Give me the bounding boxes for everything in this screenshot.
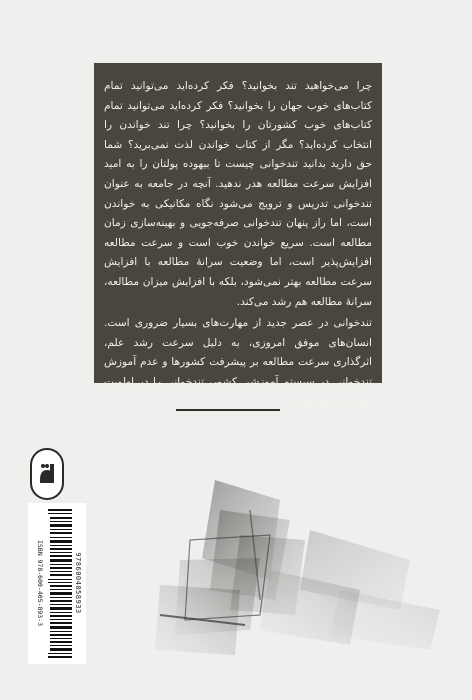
blurb-box <box>94 63 382 408</box>
barcode-number: 9786004058933 <box>74 552 82 614</box>
blurb-paragraph-1: چرا می‌خواهید تند بخوانید؟ فکر کرده‌اید می‌توانید تمام کتاب‌های خوب جهان را بخوانید؟ فکر کرده‌اید می‌توانید تمام کتاب‌های خوب کشورتان را بخوانید؟ چرا تند خواندن را انتخاب کرده‌اید؟ مگر از کتاب خواندن لذت نمی‌برید؟ شما حق دارید بدانید تندخوانی چیست تا بیهوده پولتان را به امید افزایش سرعت مطالعه هدر ندهید. آنچه در جامعه به عنوان تندخوانی تدریس و ترویج می‌شود نگاه مکانیکی به خواندن است، اما راز پنهان تندخوانی صرفه‌جویی و بهینه‌سازی زمان مطالعه است. سریع خواندن خوب است و سرعت مطالعه افزایش‌پذیر است، اما وضعیت سرانهٔ مطالعه با افزایش سرعت مطالعه بهتر نمی‌شود، بلکه با افزایش میزان مطالعه، سرانهٔ مطالعه هم رشد می‌کند. <box>104 80 372 308</box>
divider-line <box>176 409 280 411</box>
publisher-logo-icon <box>32 450 62 498</box>
blurb-paragraph-2: تندخوانی در عصر جدید از مهارت‌های بسیار ضروری است. انسان‌های موفق امروزی، به دلیل سرعت رشد علم، اثرگذاری سرعت مطالعه بر پیشرفت کشورها و عدم آموزش تندخوانی در سیستم آموزشی کشور، تندخوانی را در اولویت خود قرار می‌دهند. <box>104 317 372 408</box>
publisher-logo <box>30 448 64 500</box>
barcode <box>48 509 72 659</box>
barcode-area <box>28 503 86 664</box>
flipping-book-illustration <box>120 440 460 670</box>
isbn-text: ISBN 978-600-405-893-3 <box>36 539 44 627</box>
